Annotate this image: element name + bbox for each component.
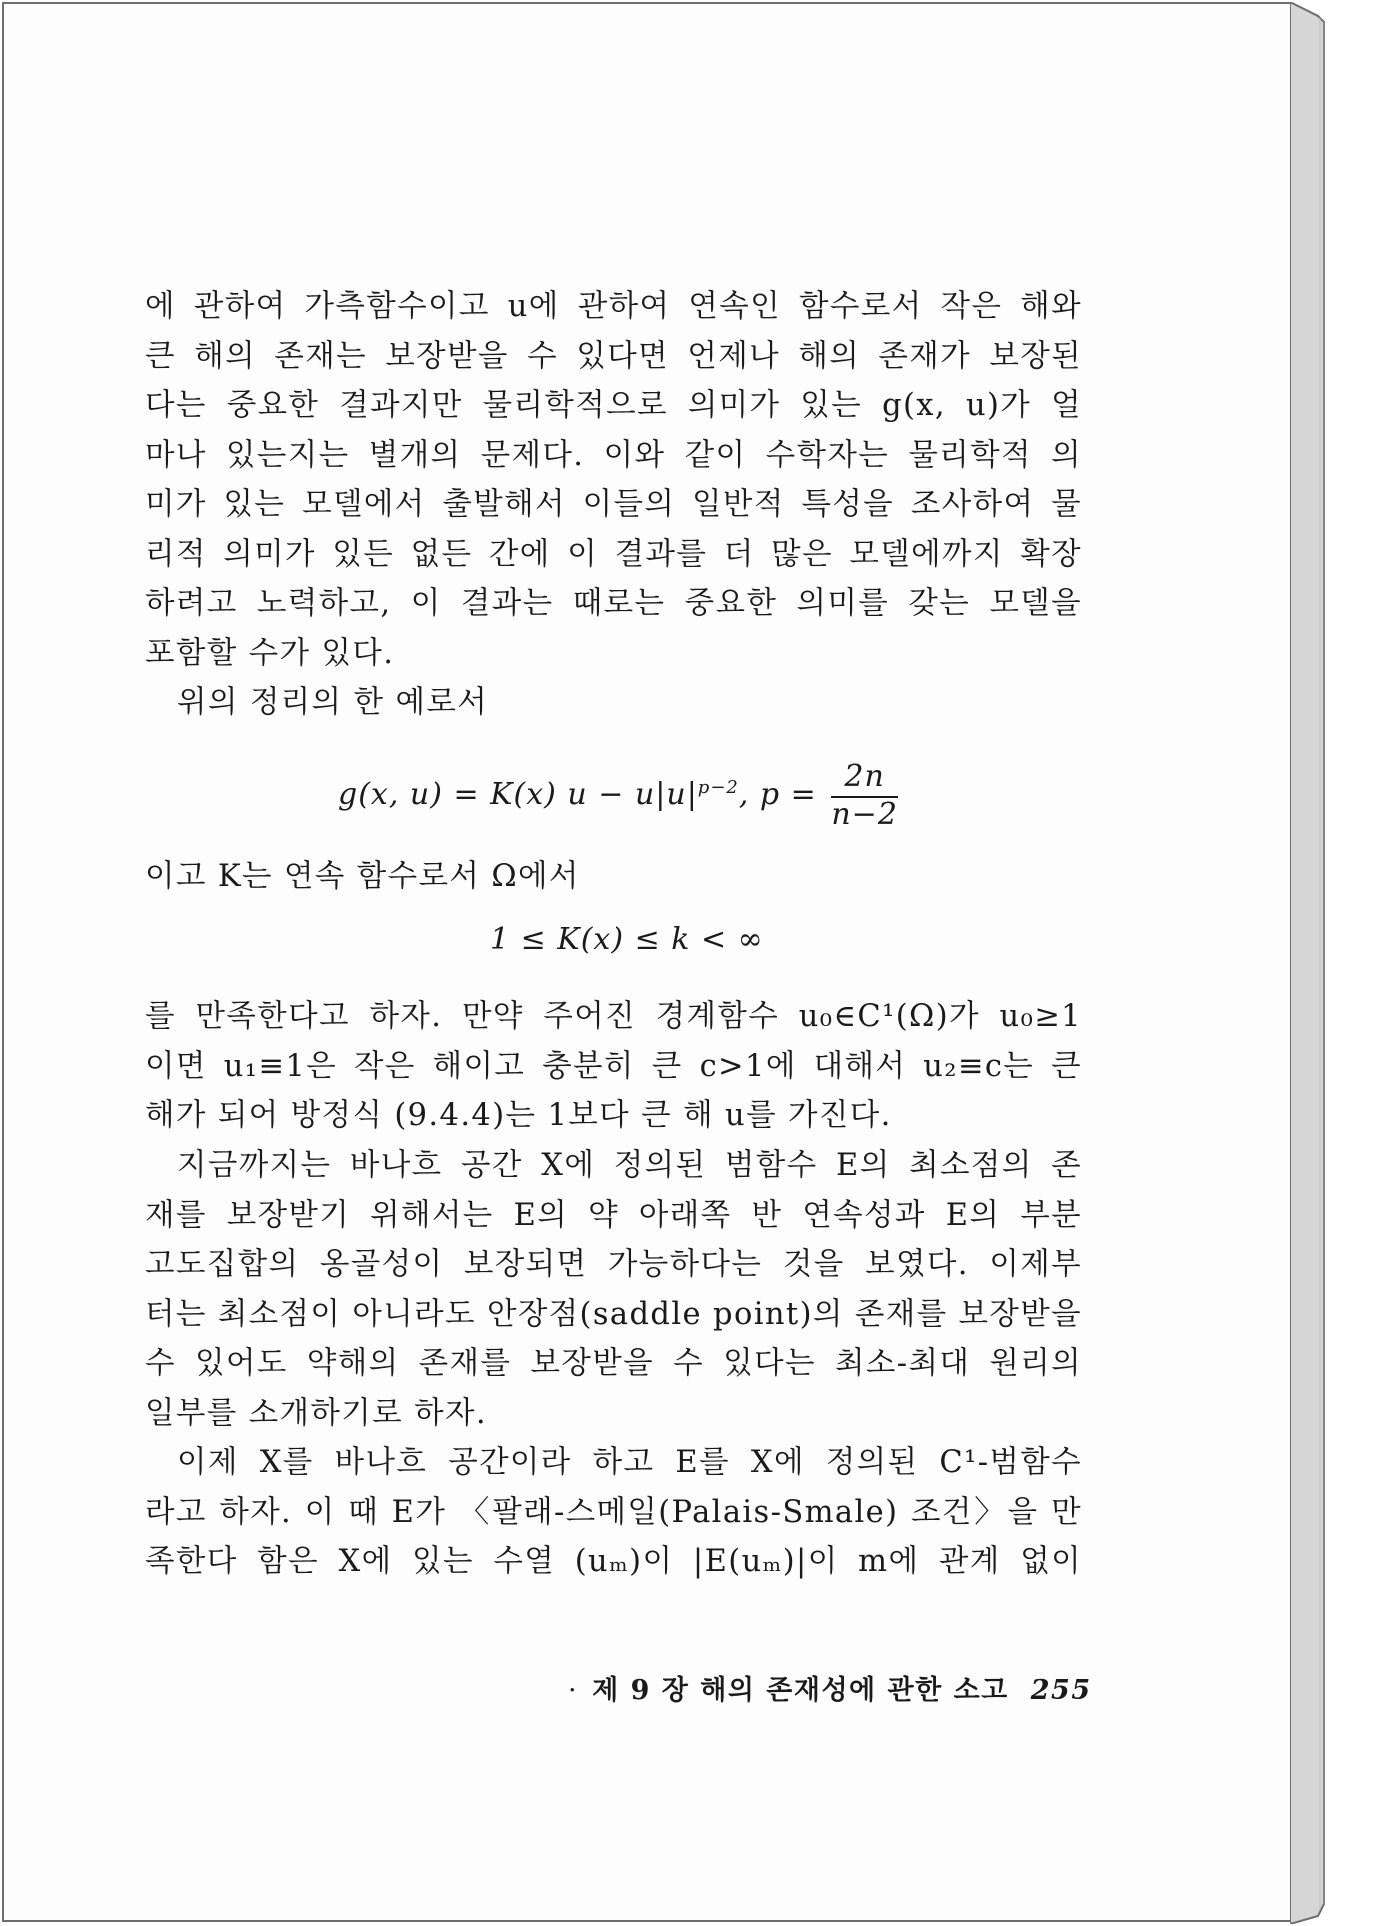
paragraph-1 xyxy=(145,282,1082,728)
text-line: 포함할 수가 있다. xyxy=(145,635,395,671)
text-line: 이고 K는 연속 함수로서 Ω에서 xyxy=(145,859,580,894)
text-line: 를 만족한다고 하자. 만약 주어진 경계함수 u₀∈C¹(Ω)가 u₀≥1 xyxy=(145,999,1082,1034)
footer-dot: · xyxy=(568,1675,579,1706)
text-line: 지금까지는 바나흐 공간 X에 정의된 범함수 E의 최소점의 존 xyxy=(177,1148,1082,1183)
equation-k-bound: 1 ≤ K(x) ≤ k < ∞ xyxy=(490,922,764,957)
paragraph-3 xyxy=(145,1141,1082,1438)
text-line: 큰 해의 존재는 보장받을 수 있다면 언제나 해의 존재가 보장된 xyxy=(145,338,1082,374)
line-k xyxy=(145,852,1082,902)
page-number: 255 xyxy=(1030,1675,1092,1706)
text-line: 하려고 노력하고, 이 결과는 때로는 중요한 의미를 갖는 모델을 xyxy=(145,586,1082,621)
chapter-title: 제 9 장 해의 존재성에 관한 소고 xyxy=(592,1675,1009,1706)
text-line: 일부를 소개하기로 하자. xyxy=(145,1395,487,1431)
text-line: 해가 되어 방정식 (9.4.4)는 1보다 큰 해 u를 가진다. xyxy=(145,1098,892,1133)
fraction-p xyxy=(831,760,898,832)
equation-g xyxy=(338,760,898,832)
page-footer xyxy=(568,1668,1092,1707)
text-line: 고도집합의 옹골성이 보장되면 가능하다는 것을 보였다. 이제부 xyxy=(145,1247,1082,1282)
equation-lhs: g(x, u) = K(x) u − u|u| xyxy=(338,777,698,812)
paragraph-4 xyxy=(145,1438,1082,1587)
paragraph-2 xyxy=(145,992,1082,1141)
fraction-denominator: n−2 xyxy=(831,797,898,832)
text-line: 에 관하여 가측함수이고 u에 관하여 연속인 함수로서 작은 해와 xyxy=(145,289,1082,324)
text-line: 리적 의미가 있든 없든 간에 이 결과를 더 많은 모델에까지 확장 xyxy=(145,536,1082,572)
equation-exponent: p−2 xyxy=(697,777,739,798)
book-edge xyxy=(1290,2,1332,1924)
text-line: 미가 있는 모델에서 출발해서 이들의 일반적 특성을 조사하여 물 xyxy=(145,487,1082,522)
text-line: 족한다 함은 X에 있는 수열 (uₘ)이 |E(uₘ)|이 m에 관계 없이 xyxy=(145,1544,1082,1579)
text-line: 재를 보장받기 위해서는 E의 약 아래쪽 반 연속성과 E의 부분 xyxy=(145,1197,1082,1233)
text-line: 라고 하자. 이 때 E가 〈팔래-스메일(Palais-Smale) 조건〉을 만 xyxy=(145,1494,1082,1530)
text-line: 이제 X를 바나흐 공간이라 하고 E를 X에 정의된 C¹-범함수 xyxy=(177,1445,1082,1480)
text-line: 수 있어도 약해의 존재를 보장받을 수 있다는 최소-최대 원리의 xyxy=(145,1346,1082,1381)
equation-separator: , p = xyxy=(738,777,817,812)
example-intro: 위의 정리의 한 예로서 xyxy=(177,685,489,720)
text-line: 마나 있는지는 별개의 문제다. 이와 같이 수학자는 물리학적 의 xyxy=(145,437,1082,473)
text-line: 이면 u₁≡1은 작은 해이고 충분히 큰 c>1에 대해서 u₂≡c는 큰 xyxy=(145,1048,1082,1084)
text-line: 다는 중요한 결과지만 물리학적으로 의미가 있는 g(x, u)가 얼 xyxy=(145,388,1082,423)
text-line: 터는 최소점이 아니라도 안장점(saddle point)의 존재를 보장받을 xyxy=(145,1296,1082,1332)
fraction-numerator: 2n xyxy=(831,760,898,798)
